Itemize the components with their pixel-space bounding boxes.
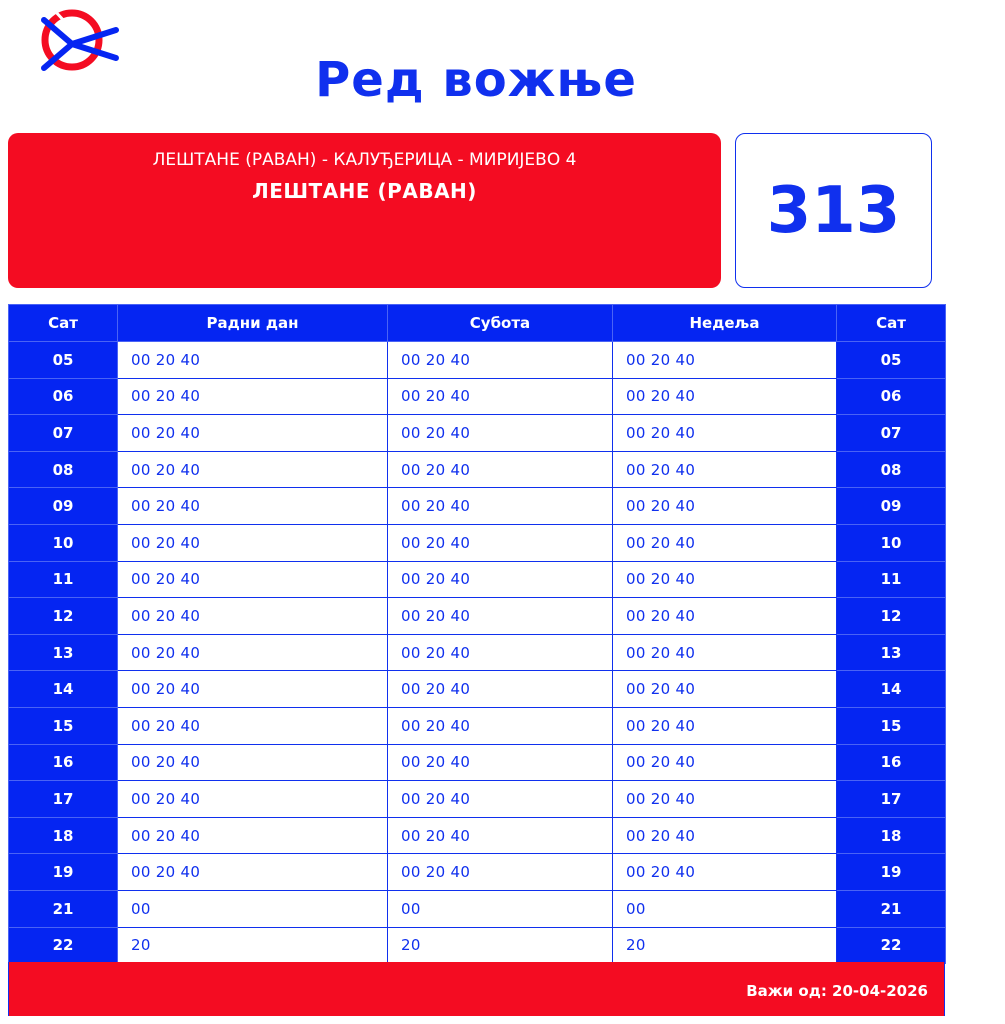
saturday-departures: 20 [388,927,613,964]
saturday-departures: 00 20 40 [388,598,613,635]
weekday-departures: 20 [118,927,388,964]
hour-cell-right: 09 [837,488,946,525]
weekday-departures: 00 20 40 [118,781,388,818]
hour-cell-right: 11 [837,561,946,598]
sunday-departures: 00 20 40 [613,671,837,708]
route-line-name: ЛЕШТАНЕ (РАВАН) - КАЛУЂЕРИЦА - МИРИЈЕВО 4 [152,150,577,170]
saturday-departures: 00 20 40 [388,488,613,525]
weekday-departures: 00 20 40 [118,634,388,671]
timetable-row [9,854,946,891]
hour-cell-left: 05 [9,342,118,379]
weekday-departures: 00 20 40 [118,488,388,525]
timetable-header-row [9,305,946,342]
header-hour-left: Сат [9,305,118,342]
hour-cell-left: 19 [9,854,118,891]
timetable-row [9,524,946,561]
weekday-departures: 00 20 40 [118,744,388,781]
timetable-row [9,781,946,818]
route-info-panel [8,133,721,288]
hour-cell-left: 10 [9,524,118,561]
timetable-row [9,927,946,964]
saturday-departures: 00 20 40 [388,342,613,379]
hour-cell-left: 17 [9,781,118,818]
saturday-departures: 00 20 40 [388,781,613,818]
saturday-departures: 00 20 40 [388,524,613,561]
route-number: 313 [766,173,901,248]
sunday-departures: 00 20 40 [613,854,837,891]
hour-cell-right: 13 [837,634,946,671]
hour-cell-left: 16 [9,744,118,781]
valid-from-date: Важи од: 20-04-2026 [746,982,928,1000]
hour-cell-left: 15 [9,707,118,744]
hour-cell-left: 12 [9,598,118,635]
timetable-row [9,598,946,635]
saturday-departures: 00 20 40 [388,415,613,452]
hour-cell-right: 14 [837,671,946,708]
weekday-departures: 00 20 40 [118,561,388,598]
hour-cell-left: 07 [9,415,118,452]
saturday-departures: 00 20 40 [388,854,613,891]
saturday-departures: 00 20 40 [388,817,613,854]
hour-cell-left: 18 [9,817,118,854]
sunday-departures: 00 20 40 [613,378,837,415]
weekday-departures: 00 [118,890,388,927]
hour-cell-left: 08 [9,451,118,488]
validity-footer [8,962,945,1016]
weekday-departures: 00 20 40 [118,598,388,635]
hour-cell-right: 06 [837,378,946,415]
sunday-departures: 00 20 40 [613,744,837,781]
timetable-row [9,744,946,781]
timetable-row [9,671,946,708]
hour-cell-right: 18 [837,817,946,854]
hour-cell-left: 13 [9,634,118,671]
hour-cell-left: 21 [9,890,118,927]
sunday-departures: 00 20 40 [613,707,837,744]
page-title: Ред вожње [315,52,637,108]
weekday-departures: 00 20 40 [118,854,388,891]
hour-cell-right: 12 [837,598,946,635]
sunday-departures: 00 20 40 [613,598,837,635]
saturday-departures: 00 20 40 [388,634,613,671]
timetable-row [9,342,946,379]
weekday-departures: 00 20 40 [118,378,388,415]
hour-cell-right: 19 [837,854,946,891]
weekday-departures: 00 20 40 [118,415,388,452]
sunday-departures: 00 20 40 [613,451,837,488]
saturday-departures: 00 20 40 [388,451,613,488]
hour-cell-right: 21 [837,890,946,927]
hour-cell-left: 14 [9,671,118,708]
saturday-departures: 00 [388,890,613,927]
sunday-departures: 00 20 40 [613,488,837,525]
hour-cell-right: 10 [837,524,946,561]
timetable-row [9,451,946,488]
hour-cell-right: 05 [837,342,946,379]
sunday-departures: 00 20 40 [613,781,837,818]
route-number-badge [735,133,932,288]
hour-cell-left: 11 [9,561,118,598]
hour-cell-left: 09 [9,488,118,525]
weekday-departures: 00 20 40 [118,671,388,708]
saturday-departures: 00 20 40 [388,744,613,781]
header-hour-right: Сат [837,305,946,342]
sunday-departures: 00 20 40 [613,817,837,854]
hour-cell-right: 22 [837,927,946,964]
sunday-departures: 00 20 40 [613,524,837,561]
sunday-departures: 00 20 40 [613,634,837,671]
hour-cell-right: 17 [837,781,946,818]
weekday-departures: 00 20 40 [118,817,388,854]
timetable-row [9,561,946,598]
weekday-departures: 00 20 40 [118,707,388,744]
timetable-row [9,890,946,927]
timetable-row [9,707,946,744]
weekday-departures: 00 20 40 [118,524,388,561]
header-weekday: Радни дан [118,305,388,342]
hour-cell-left: 06 [9,378,118,415]
hour-cell-left: 22 [9,927,118,964]
sunday-departures: 00 20 40 [613,415,837,452]
timetable-row [9,378,946,415]
timetable-row [9,488,946,525]
hour-cell-right: 15 [837,707,946,744]
header-sunday: Недеља [613,305,837,342]
weekday-departures: 00 20 40 [118,451,388,488]
saturday-departures: 00 20 40 [388,561,613,598]
saturday-departures: 00 20 40 [388,707,613,744]
sunday-departures: 00 [613,890,837,927]
timetable-row [9,817,946,854]
timetable-row [9,634,946,671]
route-destination: ЛЕШТАНЕ (РАВАН) [252,179,477,203]
hour-cell-right: 16 [837,744,946,781]
timetable [8,304,946,964]
saturday-departures: 00 20 40 [388,378,613,415]
timetable-row [9,415,946,452]
hour-cell-right: 08 [837,451,946,488]
sunday-departures: 20 [613,927,837,964]
hour-cell-right: 07 [837,415,946,452]
saturday-departures: 00 20 40 [388,671,613,708]
sunday-departures: 00 20 40 [613,561,837,598]
header-saturday: Субота [388,305,613,342]
sunday-departures: 00 20 40 [613,342,837,379]
weekday-departures: 00 20 40 [118,342,388,379]
